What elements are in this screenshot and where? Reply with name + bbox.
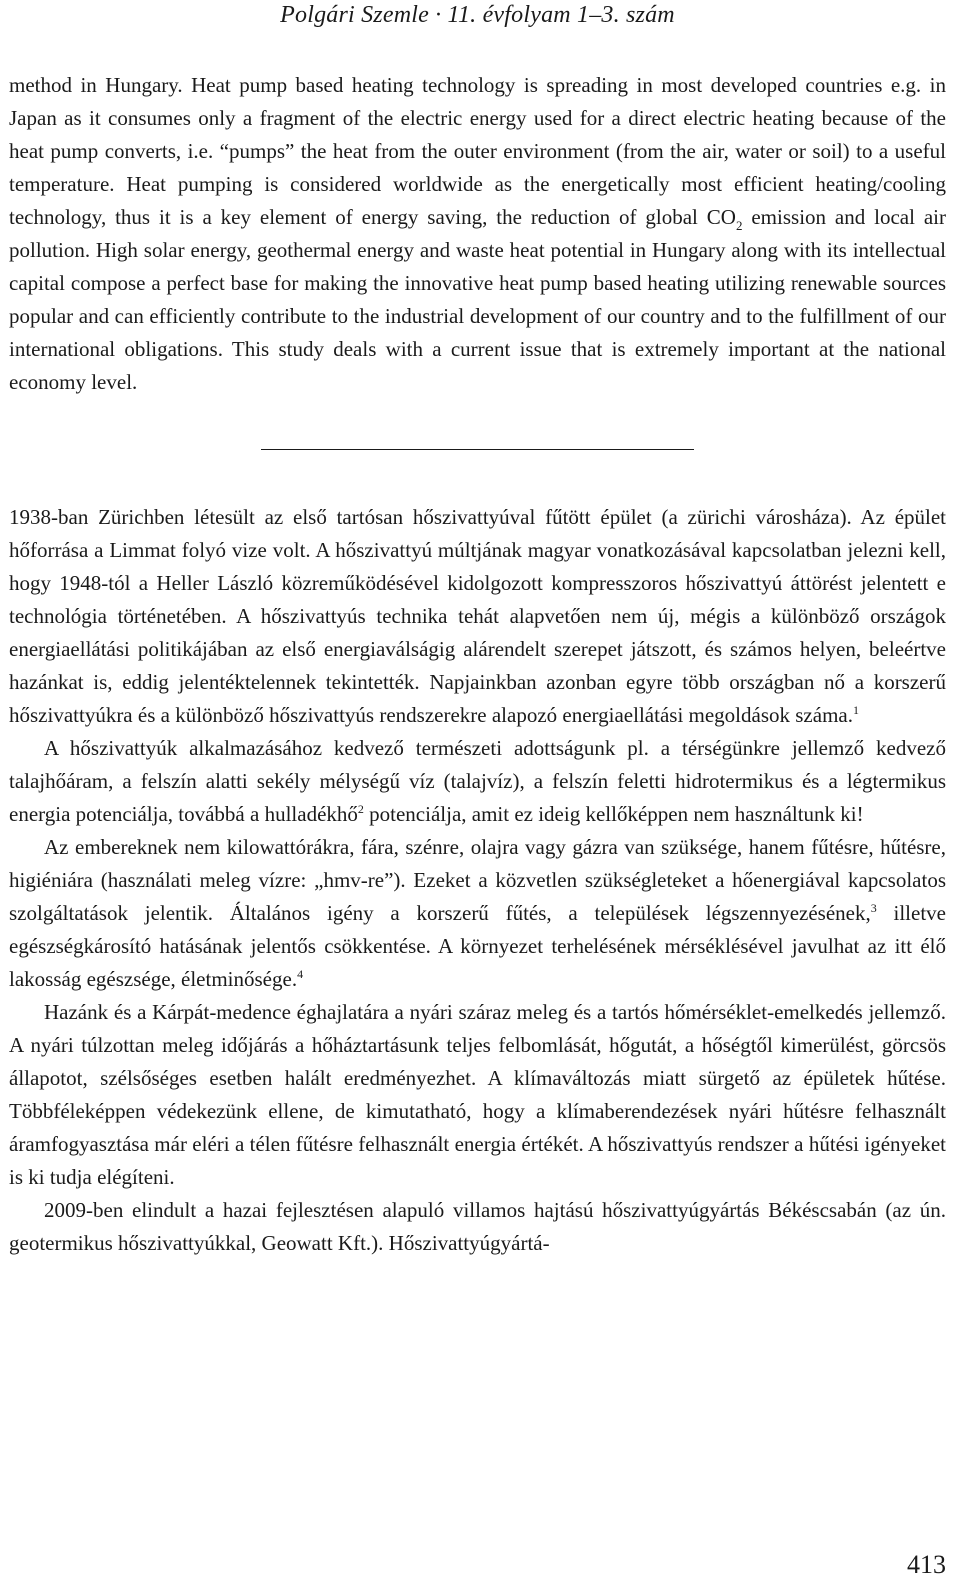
- co2-subscript: 2: [735, 218, 743, 233]
- footnote-ref-4[interactable]: 4: [297, 967, 304, 981]
- footnote-ref-1[interactable]: 1: [852, 703, 859, 717]
- section-separator-rule: [261, 449, 694, 450]
- english-summary-paragraph: [9, 69, 946, 399]
- footnote-ref-3[interactable]: 3: [870, 901, 877, 915]
- body-paragraph-1: [9, 501, 946, 732]
- paragraph-2-text-a: A hőszivattyúk alkalmazásához kedvező természeti adottságunk pl. a térségünkre jellemző kedvező talajhőáram, a felszín alatti sekély mélységű víz (talajvíz), a felszín feletti hidrotermikus és a légtermikus energia potenciálja, továbbá a hulladékhő: [9, 736, 946, 826]
- footnote-ref-2[interactable]: 2: [357, 802, 364, 816]
- paragraph-3-text-a: Az embereknek nem kilowattórákra, fára, szénre, olajra vagy gázra van szüksége, hanem fűtésre, hűtésre, higiéniára (használati meleg vízre: „hmv-re”). Ezeket a közvetlen szükségleteket a hőenergiával kapcsolatos szolgáltatások jelentik. Általános igény a korszerű fűtés, a települések légszennyezésének,: [9, 835, 946, 925]
- paragraph-1-text: 1938-ban Zürichben létesült az első tartósan hőszivattyúval fűtött épület (a zürichi városháza). Az épület hőforrása a Limmat folyó vize volt. A hőszivattyú múltjának magyar vonatkozásával kapcsolatban jelezni kell, hogy 1948-tól a Heller László közreműködésével kidolgozott kompresszoros hőszivattyú áttörést jelentett e technológia történetében. A hőszivattyús technika tehát alapvetően nem új, mégis a különböző országok energiaellátási politikájában az első energiaválságig alárendelt szerepet játszott, és számos helyen, beleértve hazánkat is, eddig jelentéktelennek tekintették. Napjainkban azonban egyre több országban nő a korszerű hőszivattyúkra és a különböző hőszivattyús rendszerekre alapozó energiaellátási megoldások száma.: [9, 505, 946, 727]
- running-header: Polgári Szemle · 11. évfolyam 1–3. szám: [280, 2, 675, 28]
- paragraph-2-text-b: potenciálja, amit ez ideig kellőképpen nem használtunk ki!: [363, 802, 864, 826]
- body-paragraph-5: 2009-ben elindult a hazai fejlesztésen alapuló villamos hajtású hőszivattyúgyártás Békéscsabán (az ún. geotermikus hőszivattyúkkal, Geowatt Kft.). Hőszivattyúgyártá-: [9, 1198, 946, 1255]
- body-paragraph-3: [9, 831, 946, 996]
- summary-text-part1: method in Hungary. Heat pump based heating technology is spreading in most developed countries e.g. in Japan as it consumes only a fragment of the electric energy used for a direct electric heating because of the heat pump converts, i.e. “pumps” the heat from the outer environment (from the air, water or soil) to a useful temperature. Heat pumping is considered worldwide as the energetically most efficient heating/cooling technology, thus it is a key element of energy saving, the reduction of global CO: [9, 73, 946, 229]
- body-paragraph-2: [9, 732, 946, 831]
- page-number: 413: [907, 1550, 946, 1579]
- summary-text-part2: emission and local air pollution. High solar energy, geothermal energy and waste heat potential in Hungary along with its intellectual capital compose a perfect base for making the innovative heat pump based heating utilizing renewable sources popular and can efficiently contribute to the industrial development of our country and to the fulfillment of our international obligations. This study deals with a current issue that is extremely important at the national economy level.: [9, 205, 946, 394]
- paragraph-3-text-b: illetve egészségkárosító hatásának jelentős csökkentése. A környezet terhelésének mérséklésével javulhat az itt élő lakosság egészsége, életminősége.: [9, 901, 946, 991]
- body-paragraph-4: Hazánk és a Kárpát-medence éghajlatára a nyári száraz meleg és a tartós hőmérséklet-emelkedés jellemző. A nyári túlzottan meleg időjárás a hőháztartásunk teljes felbomlását, hőgutát, a hőségtől kimerülést, görcsös állapotot, szélsőséges esetben halált eredményezhet. A klímaváltozás miatt sürgető az épületek hűtése. Többféleképpen védekezünk ellene, de kimutatható, hogy a klímaberendezések nyári hűtésre felhasznált áramfogyasztása már eléri a télen fűtésre felhasznált energia értékét. A hőszivattyús rendszer a hűtési igényeket is ki tudja elégíteni.: [9, 1000, 946, 1189]
